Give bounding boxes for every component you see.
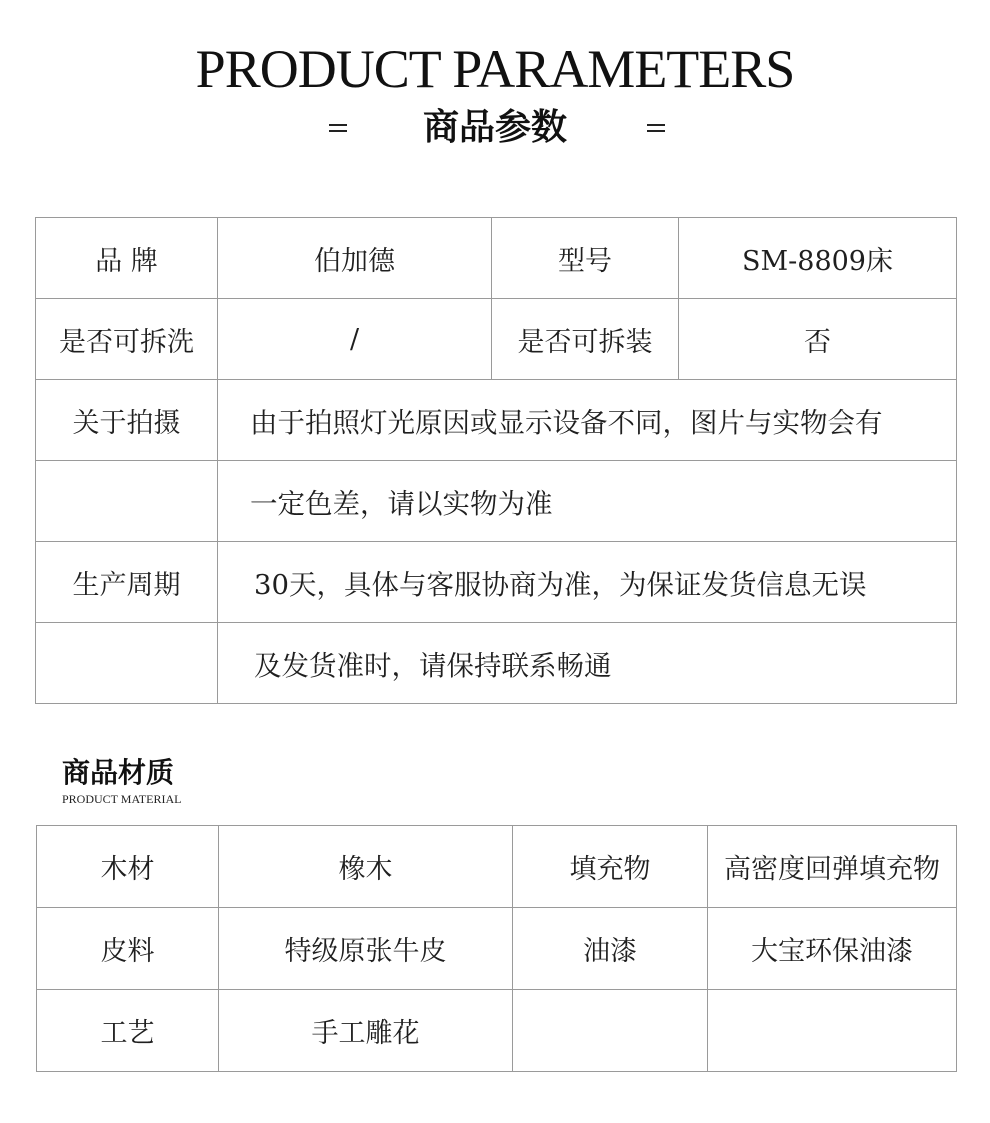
wood-value: 橡木 xyxy=(219,826,513,908)
model-label: 型号 xyxy=(492,218,679,299)
photo-note-line-1: 由于拍照灯光原因或显示设备不同，图片与实物会有 xyxy=(218,380,957,461)
page-title-chinese: 商品参数 xyxy=(422,107,567,148)
washable-label: 是否可拆洗 xyxy=(36,299,218,380)
craft-label: 工艺 xyxy=(37,990,219,1072)
production-cycle-label-empty xyxy=(36,623,218,704)
material-section-subtitle: PRODUCT MATERIAL xyxy=(62,792,182,806)
product-parameters-table xyxy=(35,217,957,704)
table-row xyxy=(36,218,957,299)
washable-value: / xyxy=(218,299,492,380)
photo-note-line-2: 一定色差，请以实物为准 xyxy=(218,461,957,542)
production-cycle-line-2: 及发货准时，请保持联系畅通 xyxy=(218,623,957,704)
empty-cell xyxy=(708,990,957,1072)
brand-value: 伯加德 xyxy=(218,218,492,299)
craft-value: 手工雕花 xyxy=(219,990,513,1072)
production-cycle-label: 生产周期 xyxy=(36,542,218,623)
table-row xyxy=(36,299,957,380)
paint-value: 大宝环保油漆 xyxy=(708,908,957,990)
material-section-title: 商品材质 xyxy=(62,756,175,789)
detachable-value: 否 xyxy=(679,299,957,380)
right-equals-decoration xyxy=(647,123,665,133)
model-value: SM-8809床 xyxy=(679,218,957,299)
production-cycle-line-1: 30天，具体与客服协商为准，为保证发货信息无误 xyxy=(218,542,957,623)
empty-cell xyxy=(513,990,708,1072)
photo-label: 关于拍摄 xyxy=(36,380,218,461)
table-row xyxy=(37,908,957,990)
filling-value: 高密度回弹填充物 xyxy=(708,826,957,908)
table-row xyxy=(36,380,957,461)
table-row xyxy=(37,990,957,1072)
page-title-english: PRODUCT PARAMETERS xyxy=(195,39,795,99)
paint-label: 油漆 xyxy=(513,908,708,990)
brand-label: 品 牌 xyxy=(36,218,218,299)
leather-label: 皮料 xyxy=(37,908,219,990)
filling-label: 填充物 xyxy=(513,826,708,908)
photo-label-empty xyxy=(36,461,218,542)
leather-value: 特级原张牛皮 xyxy=(219,908,513,990)
table-row xyxy=(36,542,957,623)
table-row xyxy=(36,461,957,542)
table-row xyxy=(37,826,957,908)
product-material-table xyxy=(36,825,957,1072)
detachable-label: 是否可拆装 xyxy=(492,299,679,380)
table-row xyxy=(36,623,957,704)
wood-label: 木材 xyxy=(37,826,219,908)
